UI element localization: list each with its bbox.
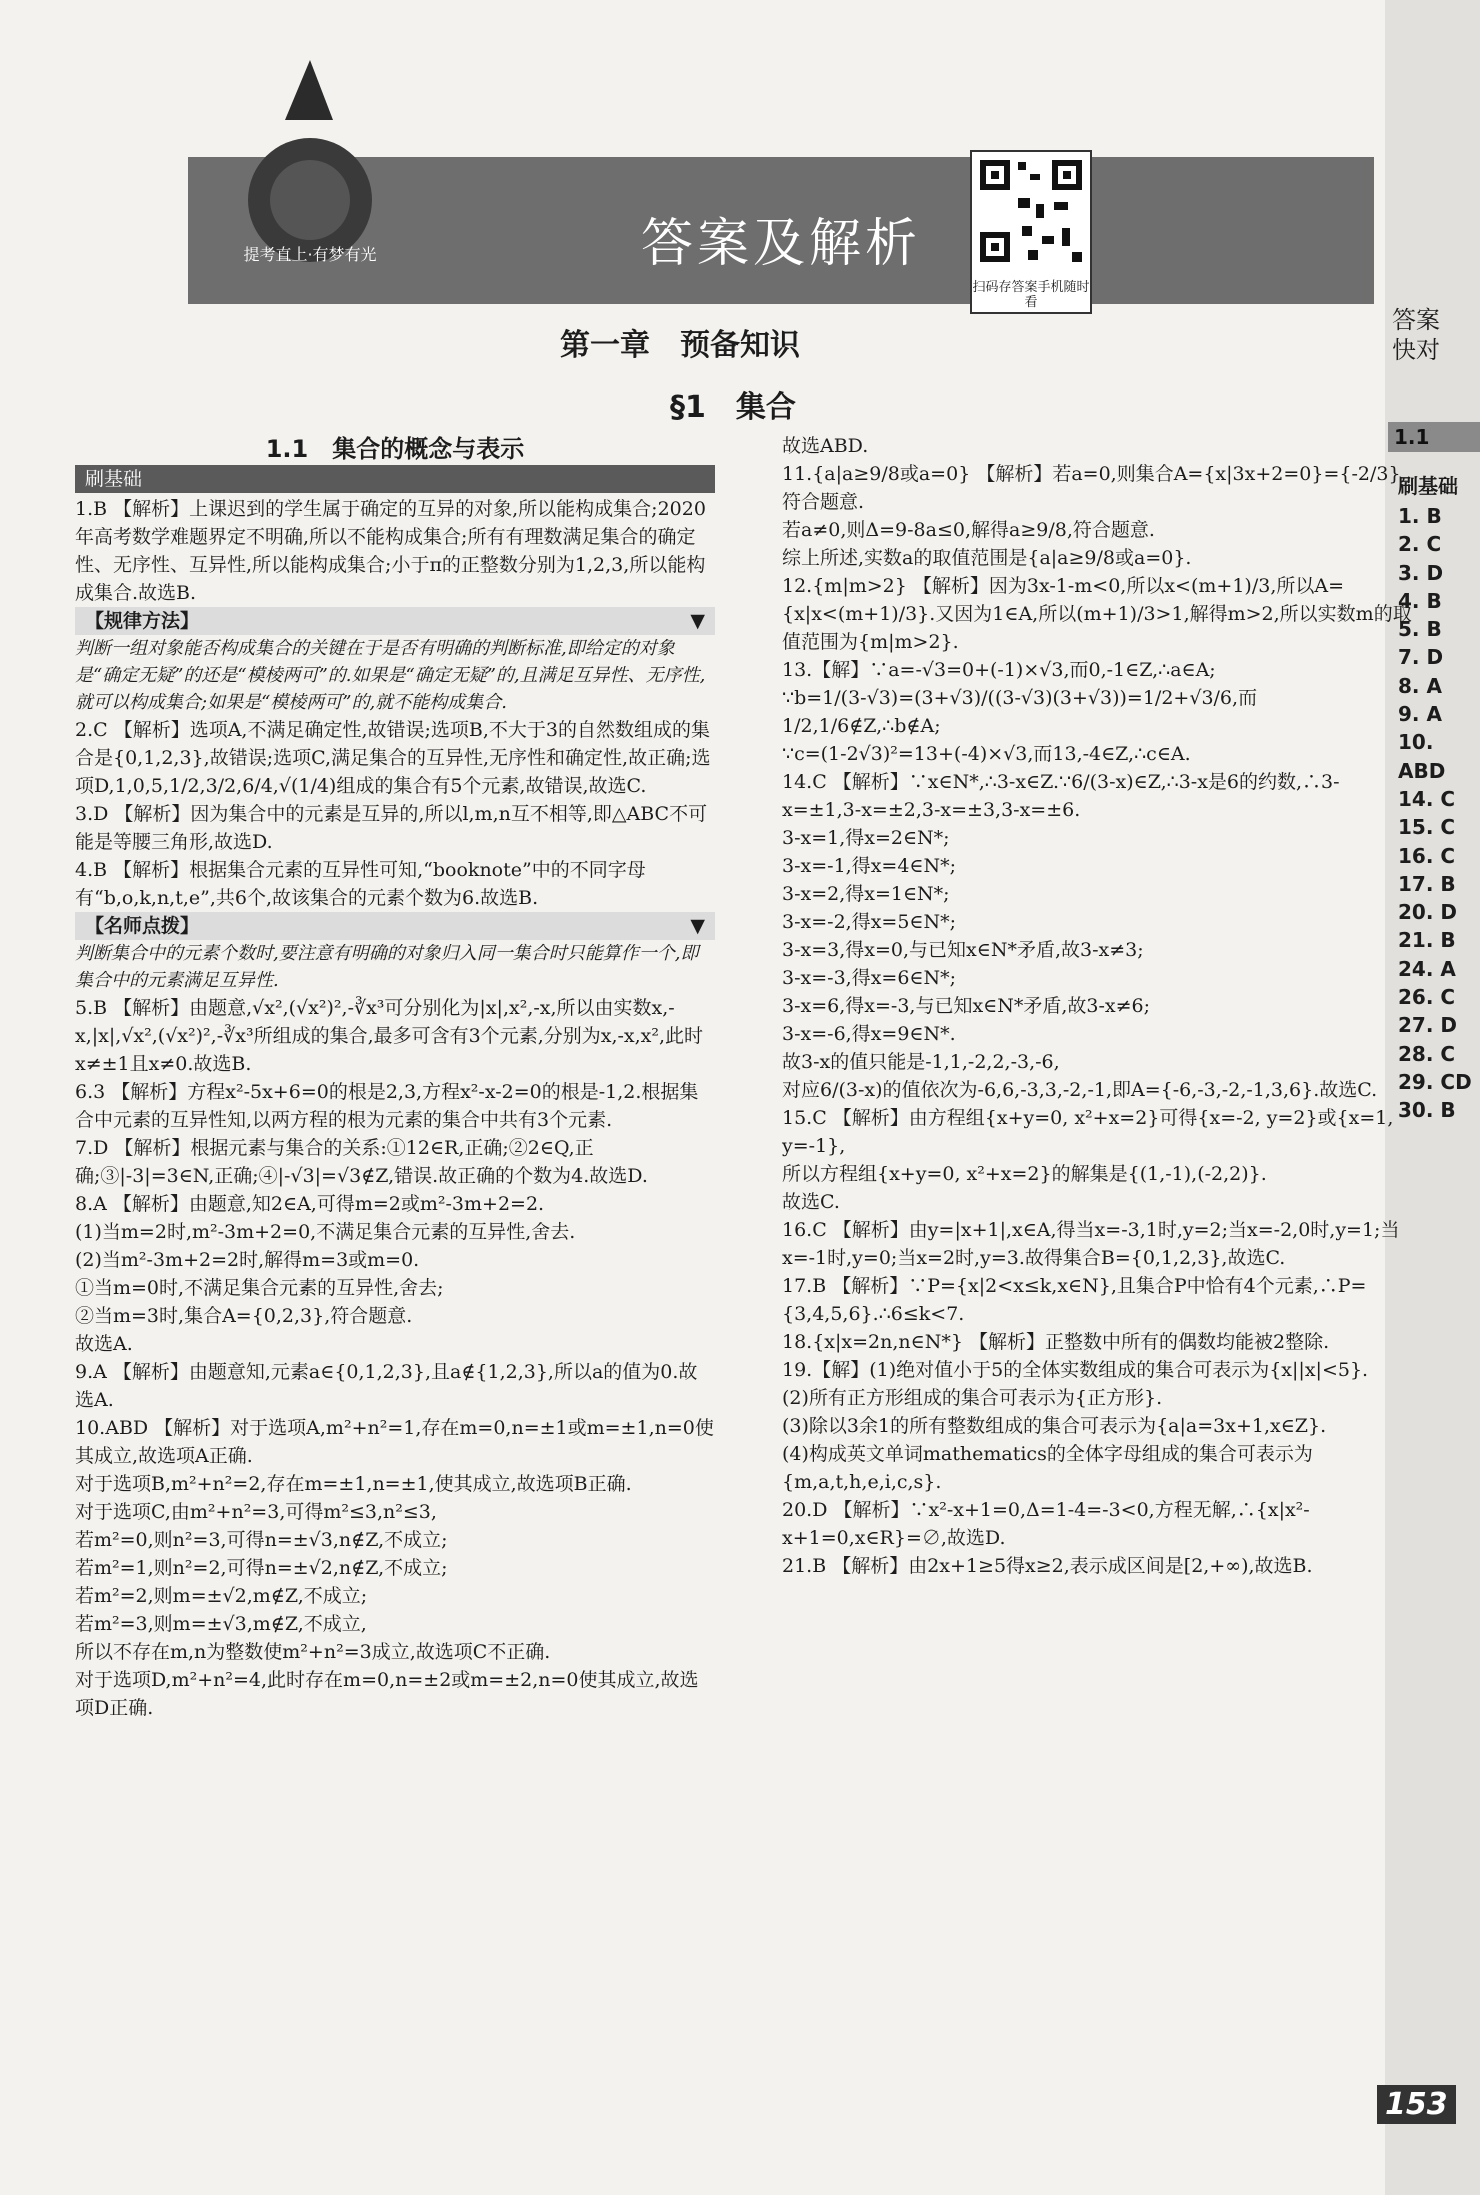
- answer-line: 3-x=2,得x=1∈N*;: [782, 883, 950, 905]
- answer-line: 3-x=1,得x=2∈N*;: [782, 827, 950, 849]
- answer-item: 17.B 【解析】∵P={x|2<x≤k,x∈N},且集合P中恰有4个元素,∴P={3,4,5,6}.∴6≤k<7.: [782, 1275, 1367, 1325]
- method-box-header: 【规律方法】 ▼: [75, 607, 715, 635]
- answer-item: 3.D 【解析】因为集合中的元素是互异的,所以l,m,n互不相等,即△ABC不可能是等腰三角形,故选D.: [75, 803, 708, 853]
- sidebar-answer: 27. D: [1398, 1013, 1457, 1038]
- answer-line: (1)当m=2时,m²-3m+2=0,不满足集合元素的互异性,舍去.: [75, 1221, 576, 1243]
- answer-item: 13.【解】∵a=-√3=0+(-1)×√3,而0,-1∈Z,∴a∈A;: [782, 659, 1216, 681]
- answer-item: 6.3 【解析】方程x²-5x+6=0的根是2,3,方程x²-x-2=0的根是-1,2.根据集合中元素的互异性知,以两方程的根为元素的集合中共有3个元素.: [75, 1081, 699, 1131]
- triangle-icon: ▼: [690, 610, 705, 632]
- sidebar-answer: 24. A: [1398, 956, 1456, 981]
- sidebar-header-line: 答案: [1392, 306, 1440, 334]
- answer-line: 对于选项D,m²+n²=4,此时存在m=0,n=±2或m=±2,n=0使其成立,故选项D正确.: [75, 1669, 699, 1719]
- sidebar-answer: 26. C: [1398, 985, 1456, 1010]
- answer-line: 若m²=3,则m=±√3,m∉Z,不成立,: [75, 1613, 367, 1635]
- answer-line: 故选ABD.: [782, 435, 869, 457]
- answer-line: 若m²=1,则n²=2,可得n=±√2,n∉Z,不成立;: [75, 1557, 448, 1579]
- answer-line: ∵c=(1-2√3)²=13+(-4)×√3,而13,-4∈Z,∴c∈A.: [782, 743, 1191, 765]
- answer-line: 3-x=-3,得x=6∈N*;: [782, 967, 957, 989]
- sidebar-answer: 9. A: [1398, 702, 1442, 727]
- answer-line: 所以不存在m,n为整数使m²+n²=3成立,故选项C不正确.: [75, 1641, 551, 1663]
- answer-item: 8.A 【解析】由题意,知2∈A,可得m=2或m²-3m+2=2.: [75, 1193, 545, 1215]
- answer-item: 2.C 【解析】选项A,不满足确定性,故错误;选项B,不大于3的自然数组成的集合是{0,1,2,3},故错误;选项C,满足集合的互异性,无序性和确定性,故正确;选项D,1,0,5,1/2,3/2,6/4,√(1/4)组成的集合有5个元素,故错误,故选C.: [75, 719, 711, 797]
- answer-line: 故3-x的值只能是-1,1,-2,2,-3,-6,: [782, 1051, 1060, 1073]
- sidebar-answer: 7. D: [1398, 645, 1444, 670]
- sidebar-answer: 15. C: [1398, 815, 1456, 840]
- answer-line: 3-x=6,得x=-3,与已知x∈N*矛盾,故3-x≠6;: [782, 995, 1151, 1017]
- subsection-title: 1.1 集合的概念与表示: [265, 435, 525, 463]
- answer-line: ∵b=1/(3-√3)=(3+√3)/((3-√3)(3+√3))=1/2+√3/6,而1/2,1/6∉Z,∴b∉A;: [782, 687, 1258, 737]
- sidebar-answer: 14. C: [1398, 786, 1456, 811]
- answer-item: 21.B 【解析】由2x+1≥5得x≥2,表示成区间是[2,+∞),故选B.: [782, 1555, 1313, 1577]
- page-number: 153: [1377, 2085, 1456, 2124]
- sidebar-answer: 17. B: [1398, 871, 1456, 896]
- qr-code[interactable]: [970, 150, 1092, 314]
- answer-item: 18.{x|x=2n,n∈N*} 【解析】正整数中所有的偶数均能被2整除.: [782, 1331, 1330, 1353]
- left-column: [75, 435, 715, 1722]
- answer-line: 3-x=-2,得x=5∈N*;: [782, 911, 957, 933]
- answer-item: 7.D 【解析】根据元素与集合的关系:①12∈R,正确;②2∈Q,正确;③|-3|=3∈N,正确;④|-√3|=√3∉Z,错误.故正确的个数为4.故选D.: [75, 1137, 648, 1187]
- sidebar-header-line: 快对: [1392, 336, 1440, 364]
- answer-item: 10.ABD 【解析】对于选项A,m²+n²=1,存在m=0,n=±1或m=±1,n=0使其成立,故选项A正确.: [75, 1417, 714, 1467]
- answer-line: ①当m=0时,不满足集合元素的互异性,舍去;: [75, 1277, 444, 1299]
- sidebar-answer: 1. B: [1398, 504, 1442, 528]
- answer-line: (2)所有正方形组成的集合可表示为{正方形}.: [782, 1387, 1163, 1409]
- sidebar-answer: 10. ABD: [1398, 730, 1446, 783]
- qr-caption: 扫码存答案手机随时看: [972, 280, 1090, 310]
- answer-line: 故选C.: [782, 1191, 840, 1213]
- sidebar-answer: 30. B: [1398, 1098, 1456, 1123]
- answer-line: 若m²=2,则m=±√2,m∉Z,不成立;: [75, 1585, 368, 1607]
- answer-item: 12.{m|m>2} 【解析】因为3x-1-m<0,所以x<(m+1)/3,所以A={x|x<(m+1)/3}.又因为1∈A,所以(m+1)/3>1,解得m>2,所以实数m的取值范围为{m|m>2}.: [782, 575, 1412, 653]
- answer-line: 3-x=-1,得x=4∈N*;: [782, 855, 957, 877]
- answer-line: 所以方程组{x+y=0, x²+x=2}的解集是{(1,-1),(-2,2)}.: [782, 1163, 1267, 1185]
- answer-line: 对于选项B,m²+n²=2,存在m=±1,n=±1,使其成立,故选项B正确.: [75, 1473, 632, 1495]
- sidebar-answer: 16. C: [1398, 843, 1456, 868]
- answer-item: 9.A 【解析】由题意知,元素a∈{0,1,2,3},且a∉{1,2,3},所以a的值为0.故选A.: [75, 1361, 698, 1411]
- sidebar-header: [1392, 305, 1440, 365]
- method-note: 判断一组对象能否构成集合的关键在于是否有明确的判断标准,即给定的对象是“确定无疑”的还是“模棱两可”的.如果是“确定无疑”的,且满足互异性、无序性,就可以构成集合;如果是“模棱两可”的,就不能构成集合.: [75, 638, 706, 713]
- sidebar-section-label: 1.1: [1388, 422, 1480, 452]
- sidebar-answer: 2. C: [1398, 532, 1442, 557]
- sidebar-answer: 5. B: [1398, 617, 1442, 642]
- answer-line: (2)当m²-3m+2=2时,解得m=3或m=0.: [75, 1249, 420, 1271]
- right-column: [782, 432, 1414, 1580]
- answer-line: (4)构成英文单词mathematics的全体字母组成的集合可表示为{m,a,t,h,e,i,c,s}.: [782, 1443, 1313, 1493]
- sidebar-answer: 20. D: [1398, 900, 1457, 925]
- logo-icon: [215, 60, 395, 265]
- answer-item: 5.B 【解析】由题意,√x²,(√x²)²,-∛x³可分别化为|x|,x²,-x,所以由实数x,-x,|x|,√x²,(√x²)²,-∛x³所组成的集合,最多可含有3个元素,分别为x,-x,x²,此时x≠±1且x≠0.故选B.: [75, 997, 704, 1075]
- section-title: §1 集合: [670, 390, 796, 425]
- answer-line: 对于选项C,由m²+n²=3,可得m²≤3,n²≤3,: [75, 1501, 437, 1523]
- answer-item: 4.B 【解析】根据集合元素的互异性可知,“booknote”中的不同字母有“b,o,k,n,t,e”,共6个,故该集合的元素个数为6.故选B.: [75, 859, 646, 909]
- answer-line: ②当m=3时,集合A={0,2,3},符合题意.: [75, 1305, 413, 1327]
- basic-practice-tag: 刷基础: [75, 465, 715, 493]
- answer-line: 对应6/(3-x)的值依次为-6,6,-3,3,-2,-1,即A={-6,-3,-2,-1,3,6}.故选C.: [782, 1079, 1378, 1101]
- qr-code-icon: [972, 152, 1090, 270]
- answer-item: 11.{a|a≥9/8或a=0} 【解析】若a=0,则集合A={x|3x+2=0}={-2/3},符合题意.: [782, 463, 1407, 513]
- answer-line: 故选A.: [75, 1333, 133, 1355]
- answer-line: 若a≠0,则Δ=9-8a≤0,解得a≥9/8,符合题意.: [782, 519, 1155, 541]
- answer-item: 14.C 【解析】∵x∈N*,∴3-x∈Z.∵6/(3-x)∈Z,∴3-x是6的约数,∴3-x=±1,3-x=±2,3-x=±3,3-x=±6.: [782, 771, 1340, 821]
- sidebar-answer: 8. A: [1398, 673, 1442, 698]
- sidebar-answer: 21. B: [1398, 928, 1456, 953]
- tip-box-header: 【名师点拨】 ▼: [75, 912, 715, 940]
- answer-line: 3-x=3,得x=0,与已知x∈N*矛盾,故3-x≠3;: [782, 939, 1144, 961]
- svg-text:提考直上·有梦有光: 提考直上·有梦有光: [243, 245, 377, 264]
- answer-item: 15.C 【解析】由方程组{x+y=0, x²+x=2}可得{x=-2, y=2}或{x=1, y=-1},: [782, 1107, 1394, 1157]
- sidebar-answer: 4. B: [1398, 588, 1442, 613]
- chapter-title: 第一章 预备知识: [560, 328, 800, 363]
- answer-item: 1.B 【解析】上课迟到的学生属于确定的互异的对象,所以能构成集合;2020年高考数学难题界定不明确,所以不能构成集合;所有有理数满足集合的确定性、无序性、互异性,所以能构成集合;小于π的正整数分别为1,2,3,所以能构成集合.故选B.: [75, 498, 706, 604]
- sidebar-answer-list: [1398, 502, 1480, 1125]
- answer-line: 3-x=-6,得x=9∈N*.: [782, 1023, 956, 1045]
- answer-item: 16.C 【解析】由y=|x+1|,x∈A,得当x=-3,1时,y=2;当x=-2,0时,y=1;当x=-1时,y=0;当x=2时,y=3.故得集合B={0,1,2,3},故选C.: [782, 1219, 1400, 1269]
- sidebar-base-label: 刷基础: [1398, 474, 1458, 498]
- sidebar-answer: 3. D: [1398, 560, 1444, 585]
- triangle-icon: ▼: [690, 915, 705, 937]
- answer-item: 19.【解】(1)绝对值小于5的全体实数组成的集合可表示为{x||x|<5}.: [782, 1359, 1369, 1381]
- sidebar-answer: 28. C: [1398, 1041, 1456, 1066]
- tip-note: 判断集合中的元素个数时,要注意有明确的对象归入同一集合时只能算作一个,即集合中的元素满足互异性.: [75, 943, 699, 991]
- sidebar-answer: 29. CD: [1398, 1069, 1472, 1094]
- answer-item: 20.D 【解析】∵x²-x+1=0,Δ=1-4=-3<0,方程无解,∴{x|x²-x+1=0,x∈R}=∅,故选D.: [782, 1499, 1310, 1549]
- answer-line: 若m²=0,则n²=3,可得n=±√3,n∉Z,不成立;: [75, 1529, 448, 1551]
- answer-line: 综上所述,实数a的取值范围是{a|a≥9/8或a=0}.: [782, 547, 1192, 569]
- page-title: 答案及解析: [640, 214, 921, 274]
- answer-line: (3)除以3余1的所有整数组成的集合可表示为{a|a=3x+1,x∈Z}.: [782, 1415, 1327, 1437]
